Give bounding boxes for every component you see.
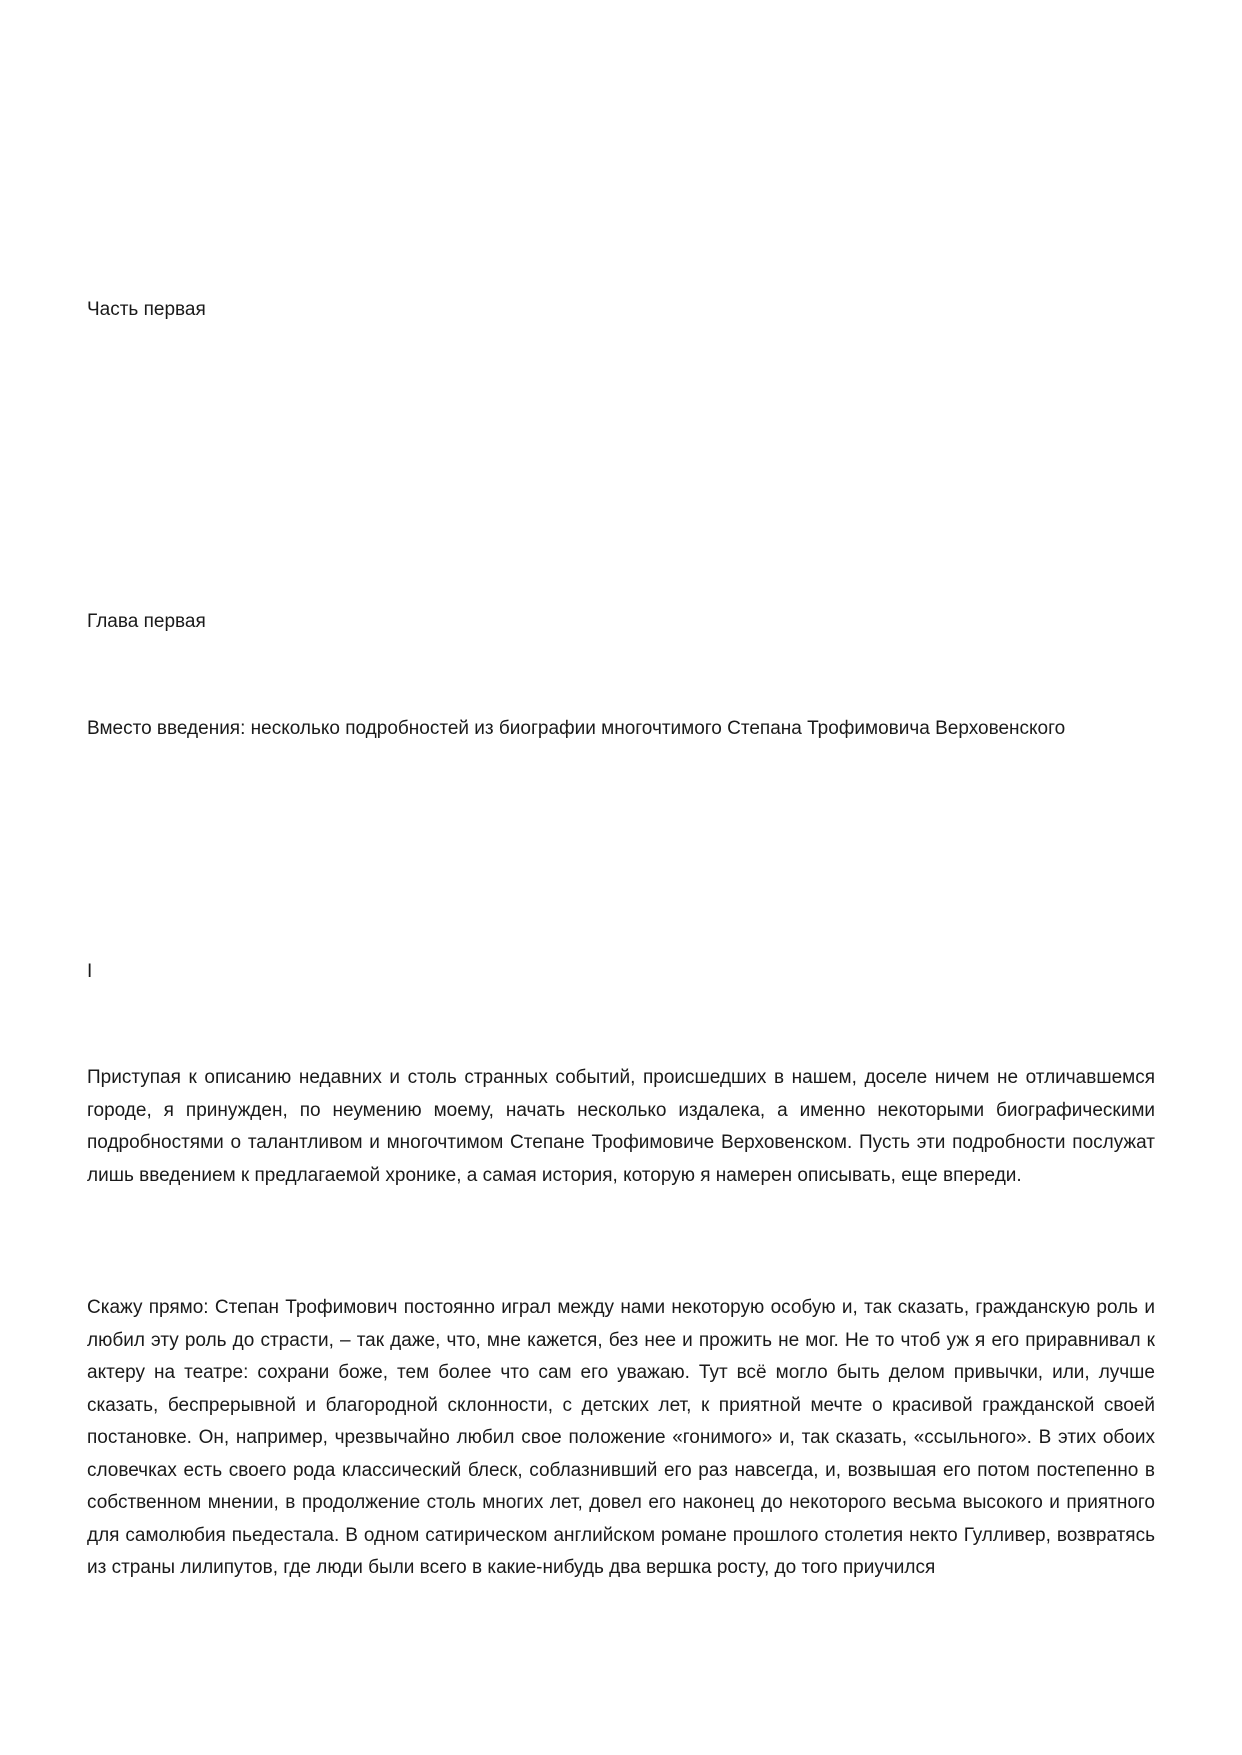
paragraph: Скажу прямо: Степан Трофимович постоянно играл между нами некоторую особую и, так сказать, гражданскую роль и любил эту роль до страсти, – так даже, что, мне кажется, без нее и прожить не мог. Не то чтоб уж я его приравнивал к актеру на театре: сохрани боже, тем более что сам его уважаю. Тут всё могло быть делом привычки, или, лучше сказать, беспрерывной и благородной склонности, с детских лет, к приятной мечте о красивой гражданской своей постановке. Он, например, чрезвычайно любил свое положение «гонимого» и, так сказать, «ссыльного». В этих обоих словечках есть своего рода классический блеск, соблазнивший его раз навсегда, и, возвышая его потом постепенно в собственном мнении, в продолжение столь многих лет, довел его наконец до некоторого весьма высокого и приятного для самолюбия пьедестала. В одном сатирическом английском романе прошлого столетия некто Гулливер, возвратясь из страны лилипутов, где люди были всего в какие-нибудь два вершка росту, до того приучился [87,1297,1155,1578]
chapter-subtitle: Вместо введения: несколько подробностей из биографии многочтимого Степана Трофимовича Верховенского [87,718,1066,739]
chapter-title: Глава первая [87,611,206,632]
paragraph: Приступая к описанию недавних и столь странных событий, происшедших в нашем, доселе ничем не отличавшемся городе, я принужден, по неумению моему, начать несколько издалека, а именно некоторыми биографическими подробностями о талантливом и многочтимом Степане Трофимовиче Верховенском. Пусть эти подробности послужат лишь введением к предлагаемой хронике, а самая история, которую я намерен описывать, еще впереди. [87,1067,1155,1186]
section-number: I [87,961,93,982]
part-title: Часть первая [87,299,206,320]
